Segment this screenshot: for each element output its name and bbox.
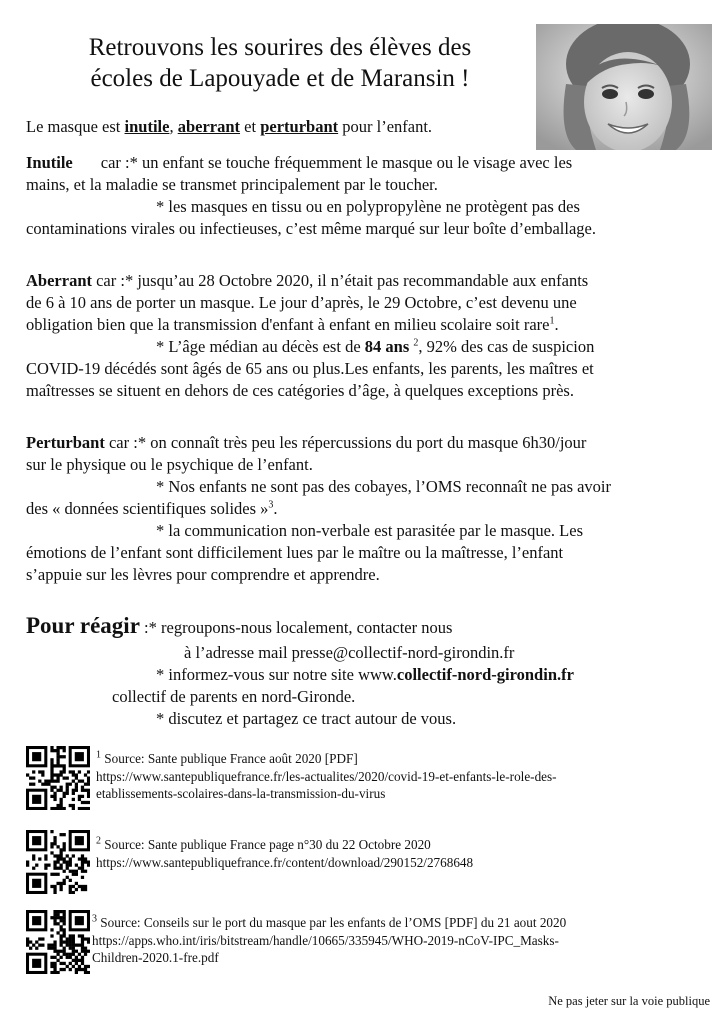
keyword-perturbant: perturbant <box>260 117 339 136</box>
perturbant-line-2: sur le physique ou le psychique de l’enfant. <box>26 455 313 474</box>
aberrant-line-5: COVID-19 décédés sont âgés de 65 ans ou plus.Les enfants, les parents, les maîtres et <box>26 359 594 378</box>
section-react <box>26 612 574 730</box>
react-line-1: Pour réagir :* regroupons-nous localement, contacter nous <box>26 613 453 638</box>
footer-note: Ne pas jeter sur la voie publique <box>548 994 710 1008</box>
source-url-cont[interactable]: etablissements-scolaires-dans-la-transmission-du-virus <box>96 786 386 801</box>
source-url[interactable]: https://www.santepubliquefrance.fr/les-actualites/2020/covid-19-et-enfants-le-role-des- <box>96 768 557 784</box>
inutile-line-4: contaminations virales ou infectieuses, c’est même marqué sur leur boîte d’emballage. <box>26 219 596 238</box>
keyword-inutile: inutile <box>124 117 170 136</box>
website-link[interactable]: collectif-nord-girondin.fr <box>396 665 574 684</box>
react-email-line: à l’adresse mail presse@collectif-nord-girondin.fr <box>184 643 515 662</box>
aberrant-line-4: * L’âge médian au décès est de 84 ans $^2$, 92% des cas de suspicion <box>156 337 595 356</box>
react-label: Pour réagir <box>26 613 140 638</box>
source-url-cont[interactable]: Children-2020.1-fre.pdf <box>92 950 219 965</box>
inutile-line-3: * les masques en tissu ou en polypropylène ne protègent pas des <box>156 197 580 216</box>
qr-code-icon <box>26 746 90 810</box>
perturbant-line-4: des « données scientifiques solides »$^3$. <box>26 499 278 518</box>
source-text: $^2$ Source: Sante publique France page n°30 du 22 Octobre 2020 https://www.santepubliquefrance.fr/content/download/290152/2768648 <box>96 835 474 870</box>
perturbant-line-5: * la communication non-verbale est parasitée par le masque. Les <box>156 521 584 540</box>
source-url[interactable]: https://www.santepubliquefrance.fr/content/download/290152/2768648 <box>96 854 474 870</box>
qr-code-icon <box>26 910 90 974</box>
flyer-title <box>40 32 520 94</box>
section-inutile <box>26 152 596 240</box>
perturbant-line-1: Perturbant car :* on connaît très peu les répercussions du port du masque 6h30/jour <box>26 433 587 452</box>
perturbant-line-6: émotions de l’enfant sont difficilement lues par le maître ou la maîtresse, l’enfant <box>26 543 564 562</box>
aberrant-line-1: Aberrant car :* jusqu’au 28 Octobre 2020, il n’était pas recommandable aux enfants <box>26 271 589 290</box>
title-line-2: écoles de Lapouyade et de Maransin ! <box>90 65 470 92</box>
perturbant-line-3: * Nos enfants ne sont pas des cobayes, l’OMS reconnaît ne pas avoir <box>156 477 612 496</box>
qr-code-icon <box>26 830 90 894</box>
intro-line: Le masque est inutile, aberrant et perturbant pour l’enfant. <box>26 117 433 136</box>
section-aberrant <box>26 270 594 402</box>
title-line-1: Retrouvons les sourires des élèves des <box>88 34 472 61</box>
inutile-label: Inutile <box>26 153 73 172</box>
inutile-line-1: Inutile car :* un enfant se touche fréquemment le masque ou le visage avec les <box>26 153 573 172</box>
react-share-line: * discutez et partagez ce tract autour de vous. <box>156 709 457 728</box>
aberrant-line-2: de 6 à 10 ans de porter un masque. Le jour d’après, le 29 Octobre, c’est devenu une <box>26 293 577 312</box>
source-text: $^1$ Source: Sante publique France août 2020 [PDF] https://www.santepubliquefrance.fr/les-actualites/2020/covid-19-et-enfants-le-role-des- etablissements-scolaires-dans-la-transmission-du-virus <box>96 749 557 801</box>
inutile-line-2: mains, et la maladie se transmet principalement par le toucher. <box>26 175 438 194</box>
aberrant-label: Aberrant <box>26 271 92 290</box>
source-text: $^3$ Source: Conseils sur le port du masque par les enfants de l’OMS [PDF] du 21 aout 2020 https://apps.who.int/iris/bitstream/handle/10665/335945/WHO-2019-nCoV-IPC_Masks- Children-2020.1-fre.pdf <box>92 913 567 965</box>
section-perturbant <box>26 432 611 586</box>
perturbant-line-7: s’appuie sur les lèvres pour comprendre et apprendre. <box>26 565 380 584</box>
aberrant-line-3: obligation bien que la transmission d'enfant à enfant en milieu scolaire soit rare$^1$. <box>26 315 559 334</box>
child-photo <box>536 24 712 150</box>
react-collective-line: collectif de parents en nord-Gironde. <box>112 687 356 706</box>
perturbant-label: Perturbant <box>26 433 105 452</box>
keyword-aberrant: aberrant <box>177 117 241 136</box>
source-url[interactable]: https://apps.who.int/iris/bitstream/handle/10665/335945/WHO-2019-nCoV-IPC_Masks- <box>92 932 559 948</box>
react-website-line: * informez-vous sur notre site www.collectif-nord-girondin.fr <box>156 665 574 684</box>
aberrant-line-6: maîtresses se situent en dehors de ces catégories d’âge, à quelques exceptions près. <box>26 381 574 400</box>
